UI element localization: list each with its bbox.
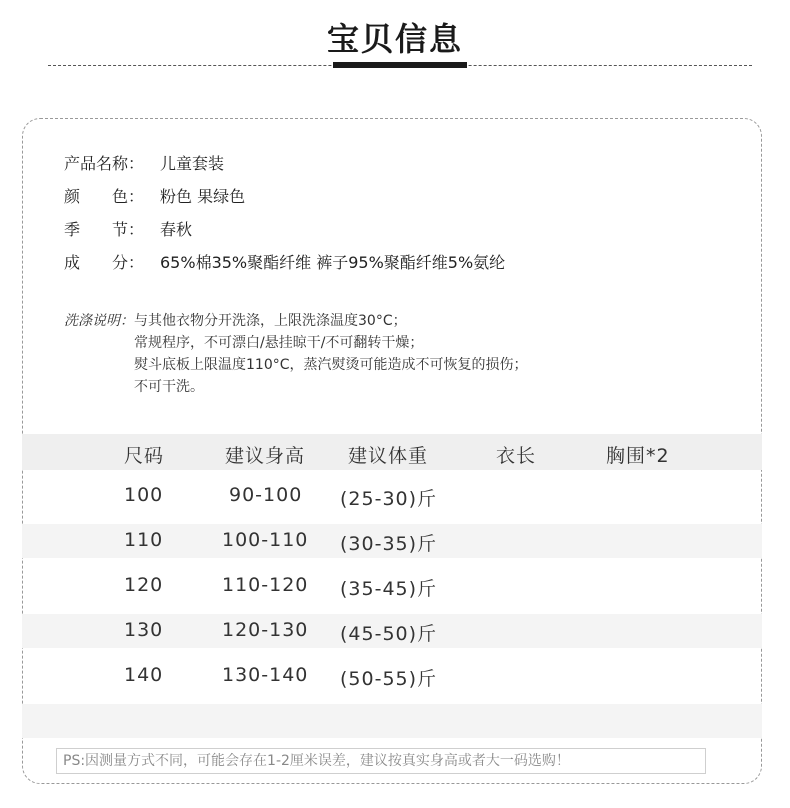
cell-size: 110 (124, 529, 164, 551)
table-header-length: 衣长 (496, 445, 537, 467)
cell-size: 130 (124, 619, 164, 641)
info-value: 春秋 (160, 220, 193, 239)
table-row-band (22, 704, 762, 738)
info-label: 产品名称： (64, 154, 145, 173)
info-label: 颜 色： (64, 187, 145, 206)
cell-height: 110-120 (222, 574, 309, 596)
washing-label: 洗涤说明： (64, 313, 134, 329)
info-value: 粉色 果绿色 (160, 187, 246, 206)
table-header-size: 尺码 (124, 445, 165, 467)
info-row-name (64, 151, 224, 174)
washing-instructions (64, 310, 528, 398)
info-row-color (64, 184, 245, 207)
cell-weight: (45-50)斤 (340, 623, 438, 645)
cell-height: 100-110 (222, 529, 309, 551)
cell-weight: (30-35)斤 (340, 533, 438, 555)
page-title: 宝贝信息 (326, 20, 463, 58)
info-label: 季 节： (64, 220, 145, 239)
table-header-weight: 建议体重 (348, 445, 429, 467)
info-row-season (64, 217, 192, 240)
cell-size: 100 (124, 484, 164, 506)
cell-height: 90-100 (229, 484, 303, 506)
cell-size: 140 (124, 664, 164, 686)
info-value: 儿童套装 (160, 154, 225, 173)
info-value: 65%棉35%聚酯纤维 裤子95%聚酯纤维5%氨纶 (160, 253, 506, 272)
info-row-material (64, 250, 505, 273)
title-underline-bar (333, 62, 467, 68)
cell-weight: (35-45)斤 (340, 578, 438, 600)
cell-weight: (25-30)斤 (340, 488, 438, 510)
cell-height: 130-140 (222, 664, 309, 686)
cell-size: 120 (124, 574, 164, 596)
cell-height: 120-130 (222, 619, 309, 641)
washing-line: 不可干洗。 (134, 379, 204, 395)
measurement-note: PS:因测量方式不同，可能会存在1-2厘米误差，建议按真实身高或者大一码选购！ (56, 748, 706, 774)
table-header-chest: 胸围*2 (606, 445, 670, 467)
cell-weight: (50-55)斤 (340, 668, 438, 690)
washing-line: 与其他衣物分开洗涤，上限洗涤温度30°C； (134, 313, 407, 329)
washing-line: 熨斗底板上限温度110°C，蒸汽熨烫可能造成不可恢复的损伤； (134, 357, 528, 373)
washing-line: 常规程序，不可漂白/悬挂晾干/不可翻转干燥； (134, 335, 424, 351)
table-header-height: 建议身高 (225, 445, 306, 467)
info-label: 成 分： (64, 253, 145, 272)
